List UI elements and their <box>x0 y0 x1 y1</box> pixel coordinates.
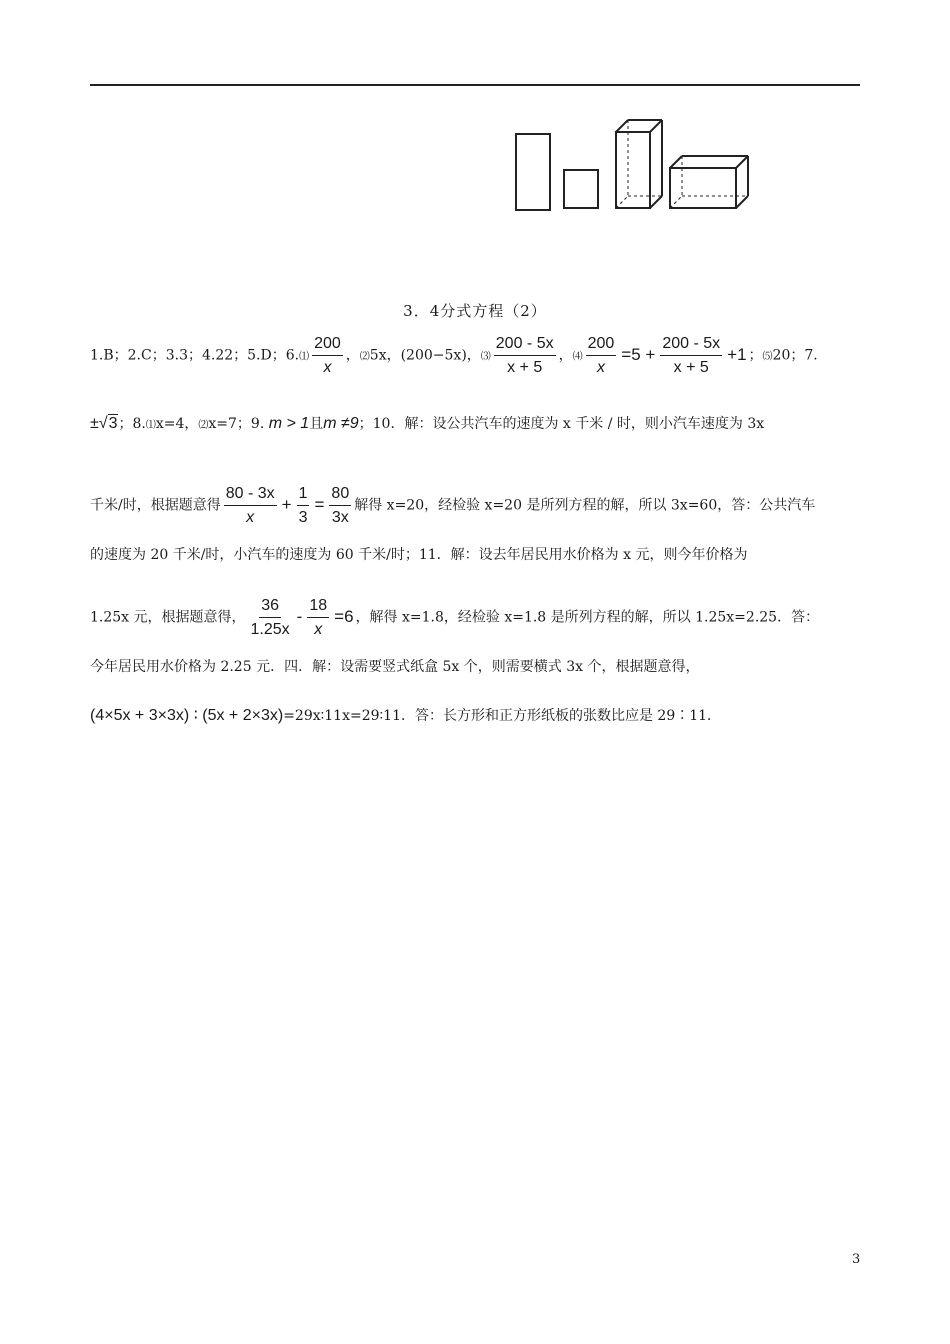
numerator: 18 <box>307 596 329 618</box>
numerator: 80 <box>329 484 351 506</box>
numerator: 200 - 5x <box>494 334 556 356</box>
fraction-200-over-x <box>312 334 343 377</box>
numerator: 80 - 3x <box>224 484 277 506</box>
denominator: 1.25x <box>250 621 290 638</box>
denominator: 3x <box>331 509 349 526</box>
denominator: x + 5 <box>507 359 543 376</box>
label: ⑴ <box>299 351 310 363</box>
fraction <box>329 484 351 527</box>
tall-rectangle <box>516 134 550 210</box>
text: 1.B；2.C；3.3；4.22；5.D；6. <box>90 347 300 364</box>
ratio-colon: ∶ <box>193 707 198 724</box>
answer-line-7 <box>90 706 721 726</box>
plus-minus: ± <box>90 415 99 432</box>
page-number: 3 <box>852 1252 861 1267</box>
fraction <box>307 596 329 639</box>
text: 且 <box>309 416 324 432</box>
denominator: x <box>314 621 323 638</box>
answer-line-1 <box>90 334 818 377</box>
denominator: x <box>323 359 332 376</box>
numerator: 200 - 5x <box>660 334 722 356</box>
numerator: 1 <box>297 484 310 506</box>
text: 1.25x 元，根据题意得， <box>90 609 246 626</box>
section-title: 3．4分式方程（2） <box>403 302 547 320</box>
label: ⑸ <box>762 351 773 363</box>
text: x=7；9. <box>208 416 265 432</box>
operator: = <box>314 494 325 514</box>
text: ， <box>345 347 360 364</box>
label: ⑵ <box>359 351 370 363</box>
text: =29x∶11x=29∶11．答：长方形和正方形纸板的张数比应是 29∶11． <box>283 708 722 724</box>
text: ， <box>558 347 573 364</box>
vertical-box <box>616 120 662 208</box>
radicand: 3 <box>108 415 118 432</box>
equation-part: +1 <box>727 344 747 364</box>
fraction <box>660 334 722 377</box>
denominator: 3 <box>298 509 308 526</box>
text: ；10．解：设公共汽车的速度为 x 千米 / 时，则小汽车速度为 3x <box>358 416 765 432</box>
text: 20；7. <box>772 347 818 364</box>
denominator: x <box>246 509 255 526</box>
fraction <box>494 334 556 377</box>
fraction <box>297 484 310 527</box>
text: ； <box>748 347 763 364</box>
equation-part: =5 + <box>621 344 656 364</box>
label: ⑷ <box>572 351 583 363</box>
label: ⑵ <box>198 420 209 431</box>
answer-line-2 <box>90 414 764 436</box>
label: ⑶ <box>480 351 491 363</box>
denominator: x + 5 <box>673 359 709 376</box>
text: 解得 x=20，经检验 x=20 是所列方程的解，所以 3x=60，答：公共汽车 <box>354 497 816 514</box>
answer-line-3 <box>90 484 815 527</box>
fraction <box>249 596 292 639</box>
inequality: m > 1 <box>268 415 310 432</box>
answer-line-4: 的速度为 20 千米/时，小汽车的速度为 60 千米/时；11．解：设去年居民用水价格为 x 元，则今年价格为 <box>90 547 748 563</box>
text: 千米/时，根据题意得 <box>90 497 221 514</box>
fraction <box>586 334 617 377</box>
answer-line-5 <box>90 596 819 639</box>
text: x=4， <box>155 416 199 432</box>
operator: - <box>296 606 303 626</box>
operator: =6 <box>334 606 354 626</box>
expression: (5x + 2×3x) <box>202 707 284 724</box>
text: 5x，(200−5x)， <box>369 347 481 364</box>
numerator: 200 <box>312 334 343 356</box>
numerator: 200 <box>586 334 617 356</box>
operator: + <box>281 494 292 514</box>
label: ⑴ <box>145 420 156 431</box>
text: ，解得 x=1.8，经检验 x=1.8 是所列方程的解，所以 1.25x=2.25．答： <box>355 609 820 626</box>
header-rule <box>90 84 860 86</box>
answer-line-6: 今年居民用水价格为 2.25 元．四．解：设需要竖式纸盒 5x 个，则需要横式 3x 个，根据题意得， <box>90 659 700 675</box>
horizontal-box <box>670 156 748 208</box>
box-views-figure <box>510 112 760 218</box>
text: ；8. <box>118 416 146 432</box>
denominator: x <box>596 359 605 376</box>
fraction <box>224 484 277 527</box>
expression: (4×5x + 3×3x) <box>90 707 190 724</box>
square <box>564 170 598 208</box>
numerator: 36 <box>259 596 281 618</box>
inequality: m ≠9 <box>323 415 359 432</box>
sqrt-sign: √ <box>98 415 108 432</box>
